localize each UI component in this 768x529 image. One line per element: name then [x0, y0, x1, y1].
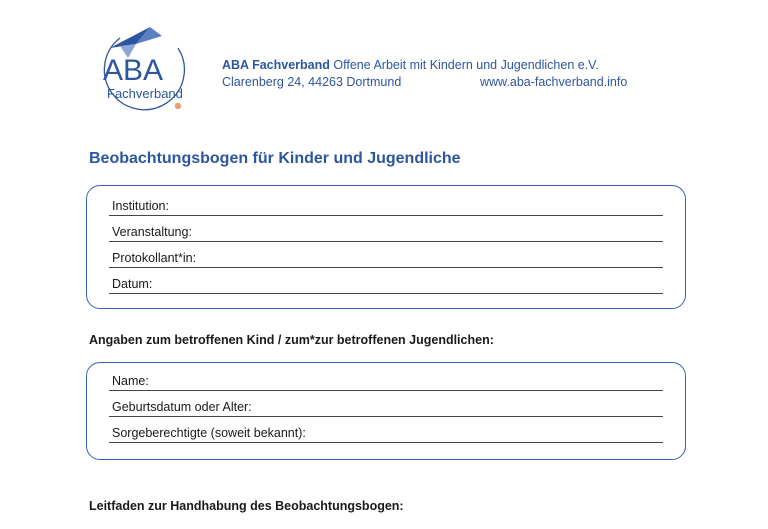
birthdate-field[interactable]: Geburtsdatum oder Alter:: [109, 398, 663, 417]
logo-initials: ABA: [103, 54, 164, 87]
page-title: Beobachtungsbogen für Kinder und Jugendliche: [89, 150, 461, 167]
org-name: ABA Fachverband: [222, 58, 330, 72]
website-link[interactable]: www.aba-fachverband.info: [480, 75, 628, 89]
child-info-box: [86, 362, 686, 460]
letterhead: [222, 57, 627, 91]
institution-field[interactable]: Institution:: [109, 197, 663, 216]
aba-logo: [90, 18, 194, 118]
guardians-field[interactable]: Sorgeberechtigte (soweit bekannt):: [109, 424, 663, 443]
accent-dot: [175, 103, 181, 109]
contact-line: [222, 74, 627, 91]
kite-logo-icon: [90, 18, 194, 118]
logo-subtitle: Fachverband: [107, 86, 183, 101]
address: Clarenberg 24, 44263 Dortmund: [222, 75, 402, 89]
name-field[interactable]: Name:: [109, 372, 663, 391]
guide-heading: Leitfaden zur Handhabung des Beobachtungsbogen:: [89, 499, 404, 513]
child-info-heading: Angaben zum betroffenen Kind / zum*zur betroffenen Jugendlichen:: [89, 333, 494, 347]
recorder-field[interactable]: Protokollant*in:: [109, 249, 663, 268]
date-field[interactable]: Datum:: [109, 275, 663, 294]
org-line: [222, 57, 627, 74]
org-tagline: Offene Arbeit mit Kindern und Jugendlichen e.V.: [329, 58, 599, 72]
event-field[interactable]: Veranstaltung:: [109, 223, 663, 242]
event-info-box: [86, 185, 686, 309]
